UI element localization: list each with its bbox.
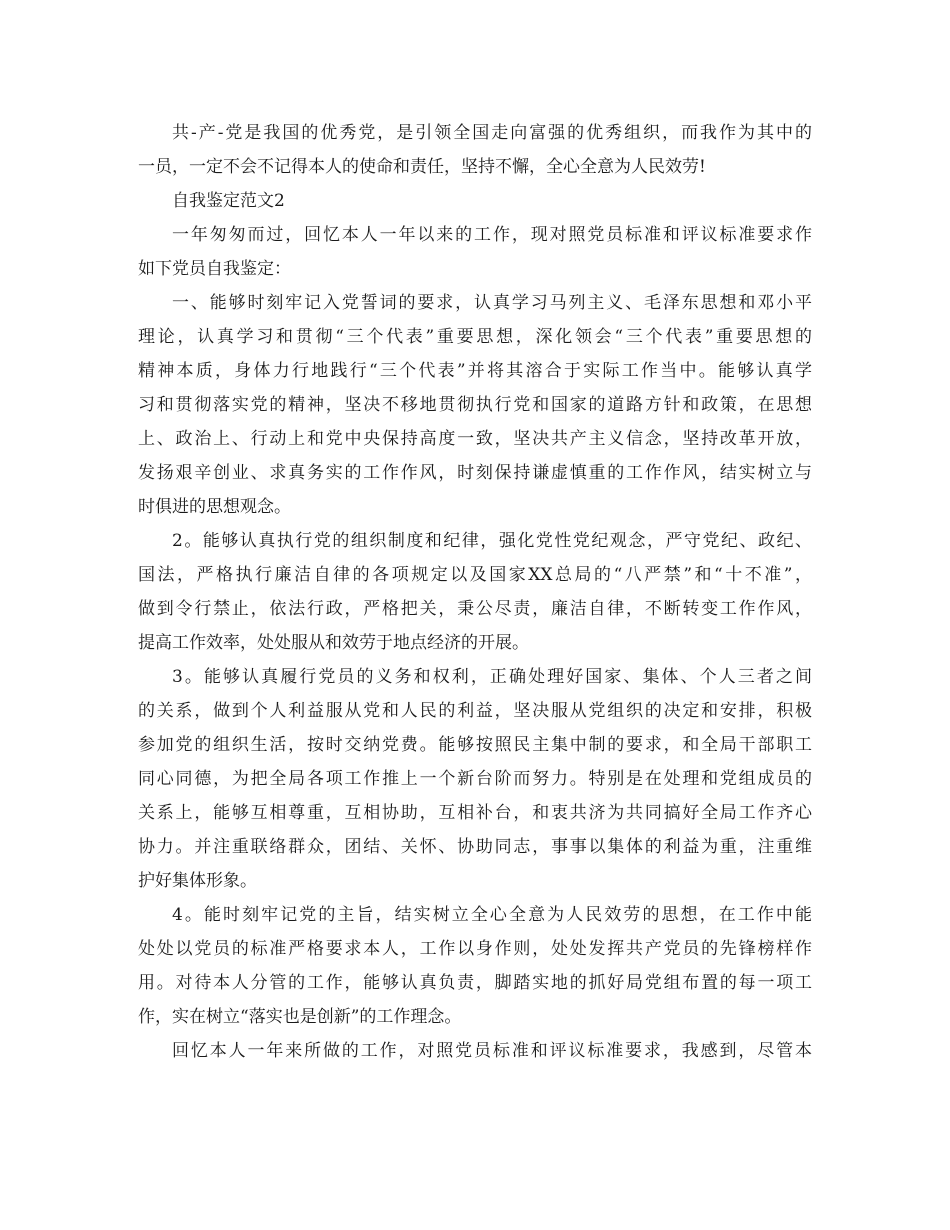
text-line: 用。对待本人分管的工作，能够认真负责，脚踏实地的抓好局党组布置的每一项工 bbox=[138, 973, 812, 993]
text-line: 协力。并注重联络群众，团结、关怀、协助同志，事事以集体的利益为重，注重维 bbox=[138, 837, 812, 857]
text-line: 4。能时刻牢记党的主旨，结实树立全心全意为人民效劳的思想，在工作中能 bbox=[172, 905, 812, 925]
text-line: 国法，严格执行廉洁自律的各项规定以及国家XX总局的“八严禁”和“十不准”， bbox=[138, 565, 812, 585]
text-line: 同心同德，为把全局各项工作推上一个新台阶而努力。特别是在处理和党组成员的 bbox=[138, 769, 812, 789]
document-body bbox=[138, 116, 812, 1068]
text-line: 3。能够认真履行党员的义务和权利，正确处理好国家、集体、个人三者之间 bbox=[172, 667, 812, 687]
text-line: 发扬艰辛创业、求真务实的工作作风，时刻保持谦虚慎重的工作作风，结实树立与 bbox=[138, 463, 812, 483]
text-line: 一员，一定不会不记得本人的使命和责任，坚持不懈，全心全意为人民效劳! bbox=[138, 157, 706, 177]
text-line: 如下党员自我鉴定： bbox=[138, 259, 291, 279]
text-line: 做到令行禁止，依法行政，严格把关，秉公尽责，廉洁自律，不断转变工作作风， bbox=[138, 599, 812, 619]
text-line: 一年匆匆而过，回忆本人一年以来的工作，现对照党员标准和评议标准要求作 bbox=[172, 225, 812, 245]
text-line: 关系上，能够互相尊重，互相协助，互相补台，和衷共济为共同搞好全局工作齐心 bbox=[138, 803, 812, 823]
text-line: 参加党的组织生活，按时交纳党费。能够按照民主集中制的要求，和全局干部职工 bbox=[138, 735, 812, 755]
text-line: 自我鉴定范文2 bbox=[172, 191, 285, 211]
text-line: 处处以党员的标准严格要求本人，工作以身作则，处处发挥共产党员的先锋榜样作 bbox=[138, 939, 812, 959]
text-line: 的关系，做到个人利益服从党和人民的利益，坚决服从党组织的决定和安排，积极 bbox=[138, 701, 812, 721]
text-line: 一、能够时刻牢记入党誓词的要求，认真学习马列主义、毛泽东思想和邓小平 bbox=[172, 293, 812, 313]
text-line: 上、政治上、行动上和党中央保持高度一致，坚决共产主义信念，坚持改革开放， bbox=[138, 429, 812, 449]
text-line: 时俱进的思想观念。 bbox=[138, 497, 291, 517]
text-line: 共-产-党是我国的优秀党，是引领全国走向富强的优秀组织，而我作为其中的 bbox=[172, 123, 812, 143]
text-line: 精神本质，身体力行地践行“三个代表”并将其溶合于实际工作当中。能够认真学 bbox=[138, 361, 812, 381]
text-line: 护好集体形象。 bbox=[138, 871, 257, 891]
text-line: 2。能够认真执行党的组织制度和纪律，强化党性党纪观念，严守党纪、政纪、 bbox=[172, 531, 812, 551]
text-line: 提高工作效率，处处服从和效劳于地点经济的开展。 bbox=[138, 633, 529, 653]
text-line: 回忆本人一年来所做的工作，对照党员标准和评议标准要求，我感到，尽管本 bbox=[172, 1041, 812, 1061]
text-line: 习和贯彻落实党的精神，坚决不移地贯彻执行党和国家的道路方针和政策，在思想 bbox=[138, 395, 812, 415]
text-line: 作，实在树立“落实也是创新”的工作理念。 bbox=[138, 1007, 462, 1027]
text-line: 理论，认真学习和贯彻“三个代表”重要思想，深化领会“三个代表”重要思想的 bbox=[138, 327, 812, 347]
